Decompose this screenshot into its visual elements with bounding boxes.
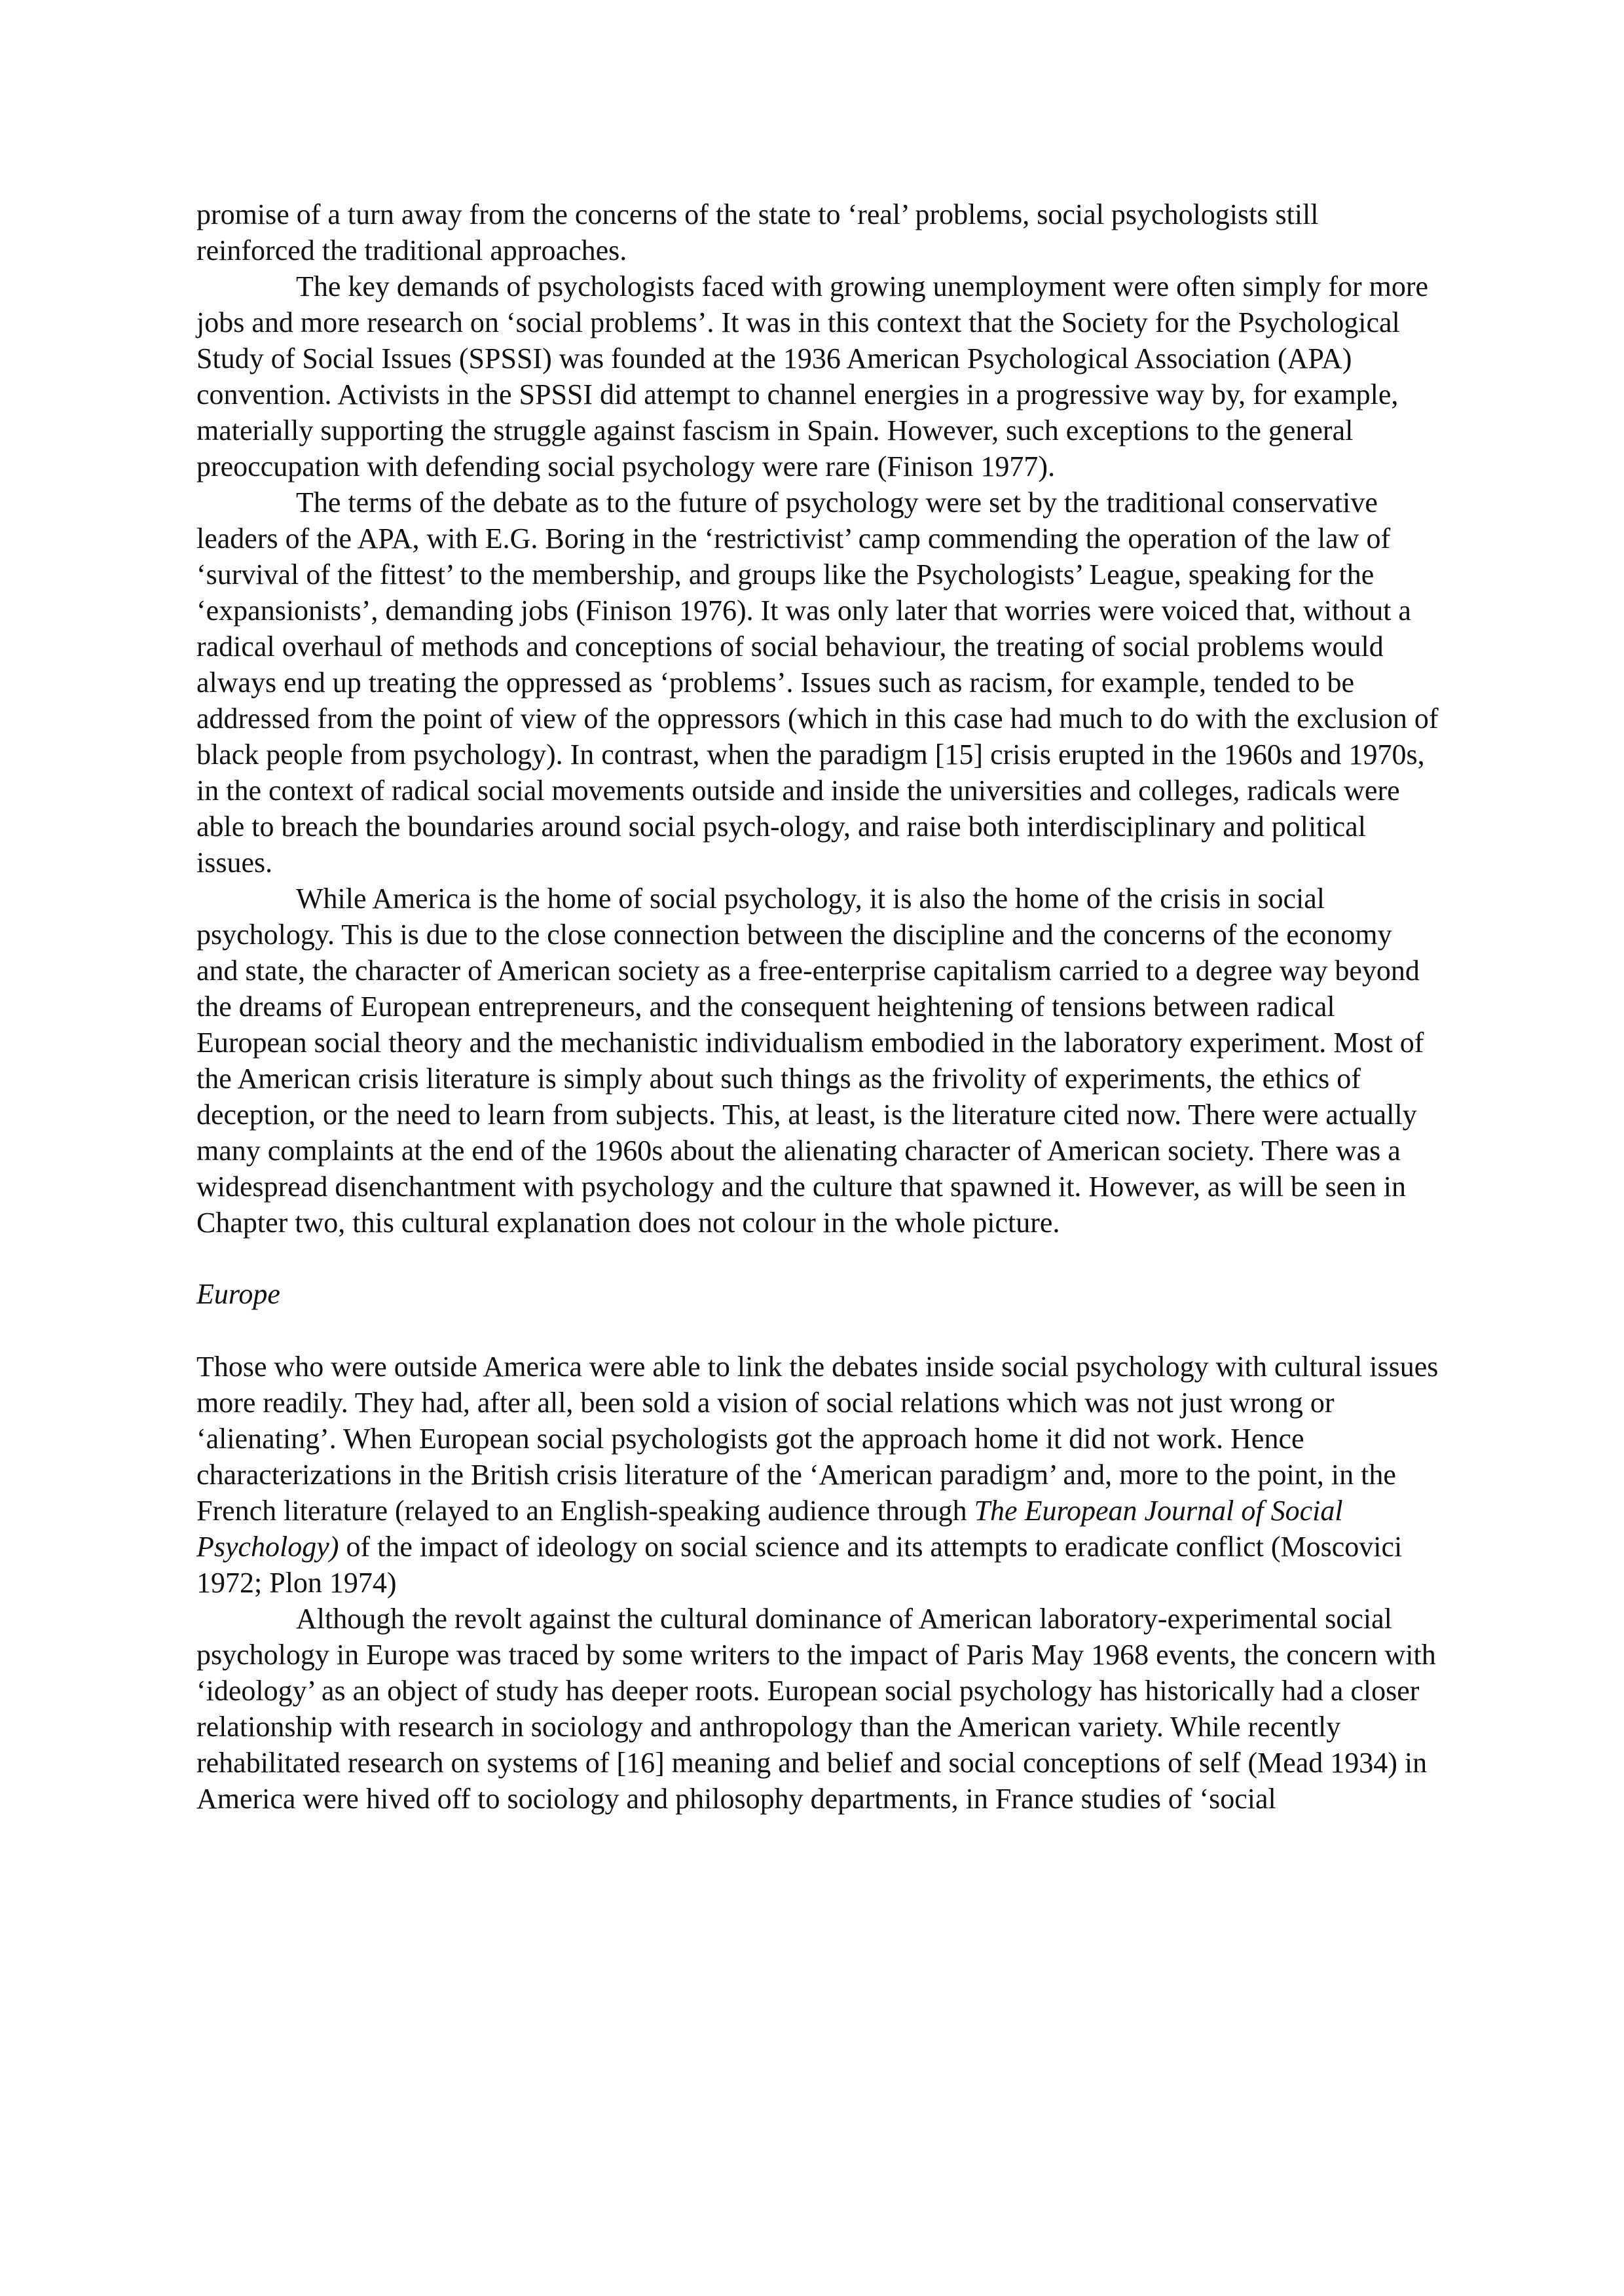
- paragraph-4: While America is the home of social psychology, it is also the home of the crisis in social psychology. This is due to the close connection between the discipline and the concerns of the economy and state, the character of American society as a free-enterprise capitalism carried to a degree way beyond the dreams of European entrepreneurs, and the consequent heightening of tensions between radical European social theory and the mechanistic individualism embodied in the laboratory experiment. Most of the American crisis literature is simply about such things as the frivolity of experiments, the ethics of deception, or the need to learn from subjects. This, at least, is the literature cited now. There were actually many complaints at the end of the 1960s about the alienating character of American society. There was a widespread disenchantment with psychology and the culture that spawned it. However, as will be seen in Chapter two, this cultural explanation does not colour in the whole picture.: [196, 883, 1424, 1239]
- document-page: [196, 196, 1441, 1817]
- section-heading: Europe: [196, 1278, 280, 1310]
- paragraph-1: promise of a turn away from the concerns of the state to ‘real’ problems, social psychologists still reinforced the traditional approaches.: [196, 198, 1319, 266]
- paragraph-5-text-before: Those who were outside America were able to link the debates inside social psychology with cultural issues more readily. They had, after all, been sold a vision of social relations which was not just wrong or ‘alienating’. When European social psychologists got the approach home it did not work. Hence characterizations in the British crisis literature of the ‘American paradigm’ and, more to the point, in the French literature (relayed to an English-speaking audience through: [196, 1351, 1439, 1527]
- journal-title: The European Journal of Social Psychology): [196, 1495, 1343, 1563]
- paragraph-5: [196, 1349, 1441, 1601]
- paragraph-2: The key demands of psychologists faced with growing unemployment were often simply for more jobs and more research on ‘social problems’. It was in this context that the Society for the Psychological Study of Social Issues (SPSSI) was founded at the 1936 American Psychological Association (APA) convention. Activists in the SPSSI did attempt to channel energies in a progressive way by, for example, materially supporting the struggle against fascism in Spain. However, such exceptions to the general preoccupation with defending social psychology were rare (Finison 1977).: [196, 270, 1429, 483]
- paragraph-5-text-after: of the impact of ideology on social science and its attempts to eradicate conflict (Moscovici 1972; Plon 1974): [196, 1531, 1403, 1599]
- paragraph-3: The terms of the debate as to the future of psychology were set by the traditional conservative leaders of the APA, with E.G. Boring in the ‘restrictivist’ camp commending the operation of the law of ‘survival of the fittest’ to the membership, and groups like the Psychologists’ League, speaking for the ‘expansionists’, demanding jobs (Finison 1976). It was only later that worries were voiced that, without a radical overhaul of methods and conceptions of social behaviour, the treating of social problems would always end up treating the oppressed as ‘problems’. Issues such as racism, for example, tended to be addressed from the point of view of the oppressors (which in this case had much to do with the exclusion of black people from psychology). In contrast, when the paradigm [15] crisis erupted in the 1960s and 1970s, in the context of radical social movements outside and inside the universities and colleges, radicals were able to breach the boundaries around social psych-ology, and raise both interdisciplinary and political issues.: [196, 486, 1439, 879]
- paragraph-6: Although the revolt against the cultural dominance of American laboratory-experimental social psychology in Europe was traced by some writers to the impact of Paris May 1968 events, the concern with ‘ideology’ as an object of study has deeper roots. European social psychology has historically had a closer relationship with research in sociology and anthropology than the American variety. While recently rehabilitated research on systems of [16] meaning and belief and social conceptions of self (Mead 1934) in America were hived off to sociology and philosophy departments, in France studies of ‘social: [196, 1603, 1436, 1815]
